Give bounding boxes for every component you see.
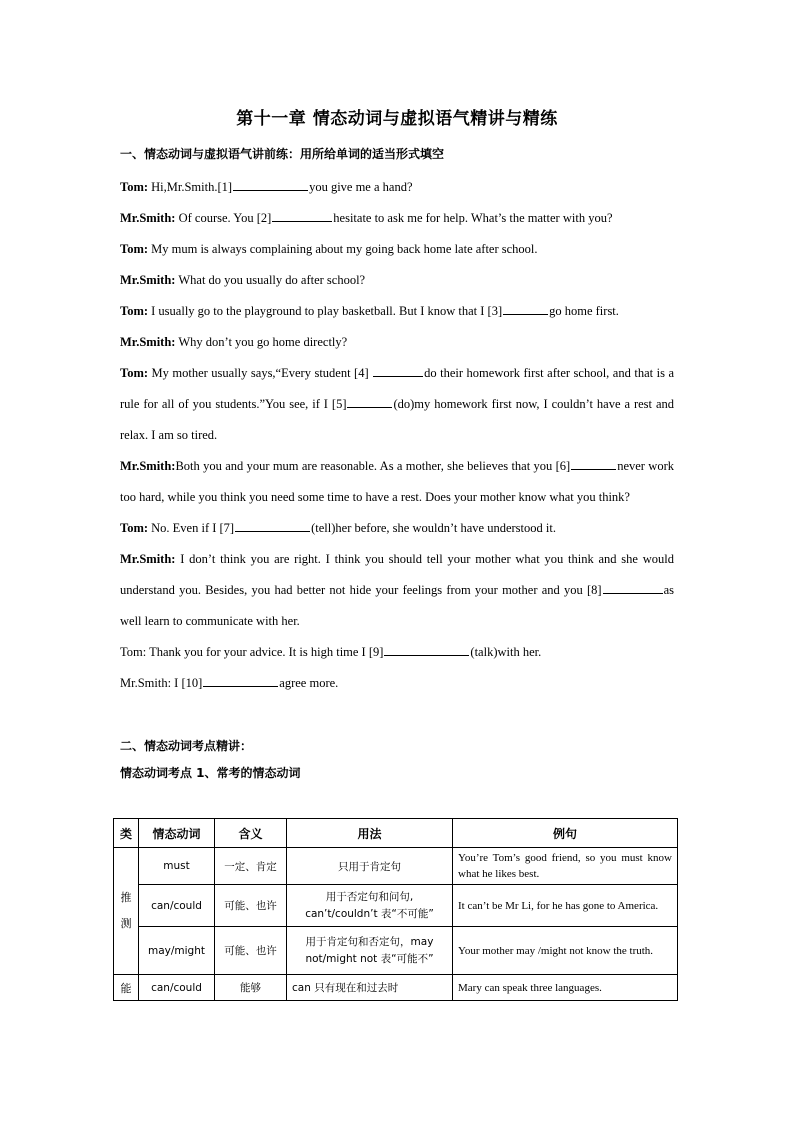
dialogue-line-8 (120, 451, 674, 513)
line-text: My mum is always complaining about my going back home late after school. (148, 242, 538, 256)
usage-cell: 用于肯定句和否定句，may not/might not 表“可能不” (287, 927, 453, 975)
blank-9[interactable] (384, 643, 469, 656)
usage-cell: 用于否定句和问句, can’t/couldn’t 表“不可能” (287, 885, 453, 927)
speaker: Tom: (120, 366, 149, 380)
line-text: (talk)with her. (470, 645, 542, 659)
dialogue-line-11 (120, 637, 674, 668)
line-text: Tom: Thank you for your advice. It is high time I [9] (120, 645, 384, 659)
meaning-cell: 可能、也许 (215, 885, 287, 927)
line-text: No. Even if I [7] (148, 521, 235, 535)
header-example: 例句 (453, 819, 678, 848)
dialogue-line-10 (120, 544, 674, 637)
document-page (120, 104, 674, 787)
blank-10[interactable] (203, 674, 278, 687)
blank-1[interactable] (233, 178, 308, 191)
speaker: Tom: (120, 242, 149, 256)
header-category: 类 (114, 819, 139, 848)
dialogue-line-2 (120, 203, 674, 234)
dialogue-line-7 (120, 358, 674, 451)
category-char: 测 (120, 917, 132, 930)
verb-cell: can/could (139, 975, 215, 1001)
header-modal-verb: 情态动词 (139, 819, 215, 848)
example-cell: You’re Tom’s good friend, so you must know what he likes best. (453, 848, 678, 885)
dialogue-line-5 (120, 296, 674, 327)
blank-6[interactable] (571, 457, 616, 470)
line-text: you give me a hand? (309, 180, 413, 194)
line-text: Why don’t you go home directly? (175, 335, 348, 349)
table-header-row (114, 819, 678, 848)
category-cell: 能 (114, 975, 139, 1001)
line-text: do their homework first after school, and that is a rule for all of you students.”You see, if I [5] (120, 366, 674, 411)
verb-cell: may/might (139, 927, 215, 975)
line-text: My mother usually says,“Every student [4] (148, 366, 373, 380)
page-title: 第十一章 情态动词与虚拟语气精讲与精练 (236, 109, 558, 129)
meaning-cell: 一定、肯定 (215, 848, 287, 885)
blank-4[interactable] (373, 364, 423, 377)
speaker: Tom: (120, 304, 149, 318)
category-cell (114, 848, 139, 975)
speaker: Mr.Smith: (120, 335, 176, 349)
dialogue-line-3 (120, 234, 674, 265)
modal-verbs-table (113, 818, 678, 1001)
line-text: go home first. (549, 304, 619, 318)
dialogue-line-6 (120, 327, 674, 358)
speaker: Mr.Smith: (120, 552, 176, 566)
table-caption: 情态动词考点 1、常考的情态动词 (120, 766, 301, 780)
table-row (114, 885, 678, 927)
dialogue-line-12 (120, 668, 674, 699)
line-text: Mr.Smith: I [10] (120, 676, 203, 690)
line-text: What do you usually do after school? (175, 273, 366, 287)
example-cell: It can’t be Mr Li, for he has gone to America. (453, 885, 678, 927)
line-text: I don’t think you are right. I think you should tell your mother what you think and she would understand you. Besides, you had better not hide your feelings from your mother and you [8] (120, 552, 674, 597)
dialogue-line-9 (120, 513, 674, 544)
example-cell: Your mother may /might not know the truth. (453, 927, 678, 975)
dialogue-line-1 (120, 172, 674, 203)
table-row (114, 927, 678, 975)
blank-8[interactable] (603, 581, 663, 594)
table-row (114, 975, 678, 1001)
section-heading-1: 一、情态动词与虚拟语气讲前练：用所给单词的适当形式填空 (120, 147, 445, 161)
speaker: Tom: (120, 521, 149, 535)
speaker: Mr.Smith: (120, 459, 176, 473)
line-text: Both you and your mum are reasonable. As a mother, she believes that you [6] (175, 459, 571, 473)
dialogue (120, 172, 674, 699)
blank-3[interactable] (503, 302, 548, 315)
meaning-cell: 可能、也许 (215, 927, 287, 975)
line-text: never work too hard, while you think you need some time to have a rest. Does your mother know what you think? (120, 459, 674, 504)
usage-cell: can 只有现在和过去时 (287, 975, 453, 1001)
speaker: Mr.Smith: (120, 211, 176, 225)
dialogue-line-4 (120, 265, 674, 296)
speaker: Mr.Smith: (120, 273, 176, 287)
line-text: hesitate to ask me for help. What’s the matter with you? (333, 211, 613, 225)
verb-cell: must (139, 848, 215, 885)
category-char: 推 (120, 891, 132, 904)
line-text: I usually go to the playground to play basketball. But I know that I [3] (148, 304, 503, 318)
line-text: agree more. (279, 676, 339, 690)
header-meaning: 含义 (215, 819, 287, 848)
line-text: as well learn to communicate with her. (120, 583, 674, 628)
verb-cell: can/could (139, 885, 215, 927)
usage-cell: 只用于肯定句 (287, 848, 453, 885)
line-text: Of course. You [2] (175, 211, 272, 225)
line-text: (do)my homework first now, I couldn’t have a rest and relax. I am so tired. (120, 397, 674, 442)
line-text: (tell)her before, she wouldn’t have understood it. (311, 521, 556, 535)
meaning-cell: 能够 (215, 975, 287, 1001)
blank-2[interactable] (272, 209, 332, 222)
section-heading-2: 二、情态动词考点精讲： (120, 739, 253, 753)
speaker: Tom: (120, 180, 149, 194)
header-usage: 用法 (287, 819, 453, 848)
line-text: Hi,Mr.Smith.[1] (148, 180, 233, 194)
table-row (114, 848, 678, 885)
blank-7[interactable] (235, 519, 310, 532)
blank-5[interactable] (347, 395, 392, 408)
example-cell: Mary can speak three languages. (453, 975, 678, 1001)
